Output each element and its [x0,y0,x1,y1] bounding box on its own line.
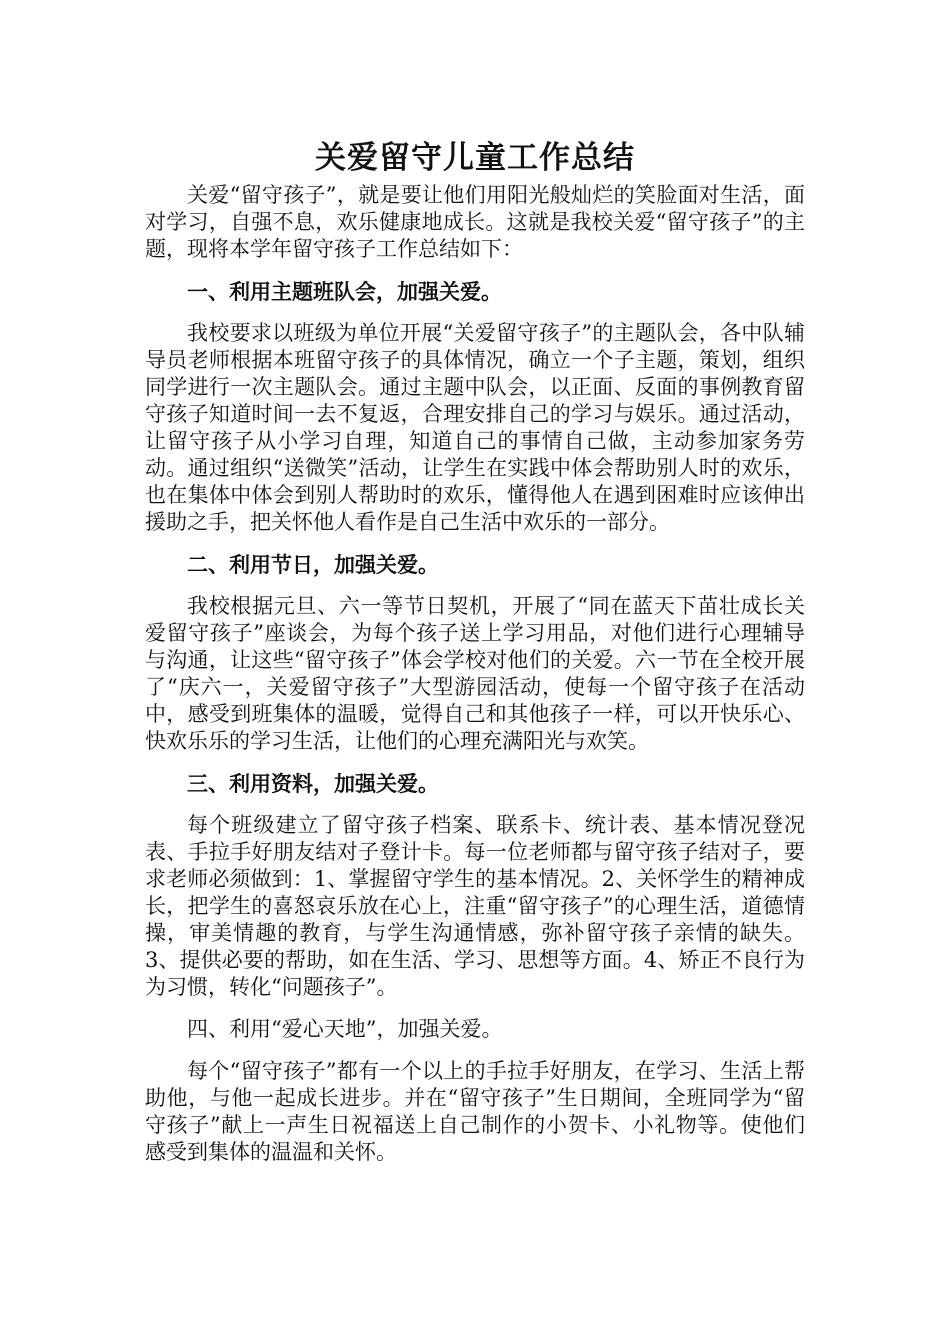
section-body-2: 我校根据元旦、六一等节日契机，开展了“同在蓝天下苗壮成长关爱留守孩子”座谈会，为每个孩子送上学习用品，对他们进行心理辅导与沟通，让这些“留守孩子”体会学校对他们的关爱。六一节在全校开展了“庆六一，关爱留守孩子”大型游园活动，使每一个留守孩子在活动中，感受到班集体的温暖，觉得自己和其他孩子一样，可以开快乐心、快欢乐乐的学习生活，让他们的心理充满阳光与欢笑。 [145,594,805,753]
intro-paragraph: 关爱“留守孩子”，就是要让他们用阳光般灿烂的笑脸面对生活，面对学习，自强不息，欢乐健康地成长。这就是我校关爱“留守孩子”的主题，现将本学年留守孩子工作总结如下： [145,183,805,261]
section-body-1: 我校要求以班级为单位开展“关爱留守孩子”的主题队会，各中队辅导员老师根据本班留守孩子的具体情况，确立一个子主题，策划，组织同学进行一次主题队会。通过主题中队会，以正面、反面的事例教育留守孩子知道时间一去不复返，合理安排自己的学习与娱乐。通过活动，让留守孩子从小学习自理，知道自己的事情自己做，主动参加家务劳动。通过组织“送微笑”活动，让学生在实践中体会帮助别人时的欢乐，也在集体中体会到别人帮助时的欢乐，懂得他人在遇到困难时应该伸出援助之手，把关怀他人看作是自己生活中欢乐的一部分。 [145,321,805,534]
section-heading-2: 二、利用节日，加强关爱。 [187,552,439,577]
document-page [145,138,805,1181]
section-body-3: 每个班级建立了留守孩子档案、联系卡、统计表、基本情况登况表、手拉手好朋友结对子登计卡。每一位老师都与留守孩子结对子，要求老师必须做到：1、掌握留守学生的基本情况。2、关怀学生的精神成长，把学生的喜怒哀乐放在心上，注重“留守孩子”的心理生活，道德情操，审美情趣的教育，与学生沟通情感，弥补留守孩子亲情的缺失。3、提供必要的帮助，如在生活、学习、思想等方面。4、矫正不良行为为习惯，转化“问题孩子”。 [145,813,805,999]
section-body-4: 每个“留守孩子”都有一个以上的手拉手好朋友，在学习、生活上帮助他，与他一起成长进步。并在“留守孩子”生日期间，全班同学为“留守孩子”献上一声生日祝福送上自己制作的小贺卡、小礼物等。使他们感受到集体的温温和关怀。 [145,1059,805,1164]
document-title: 关爱留守儿童工作总结 [315,140,635,176]
section-heading-3: 三、利用资料，加强关爱。 [187,771,439,796]
section-heading-4: 四、利用“爱心天地”，加强关爱。 [187,1017,503,1041]
section-heading-1: 一、利用主题班队会，加强关爱。 [187,279,502,304]
